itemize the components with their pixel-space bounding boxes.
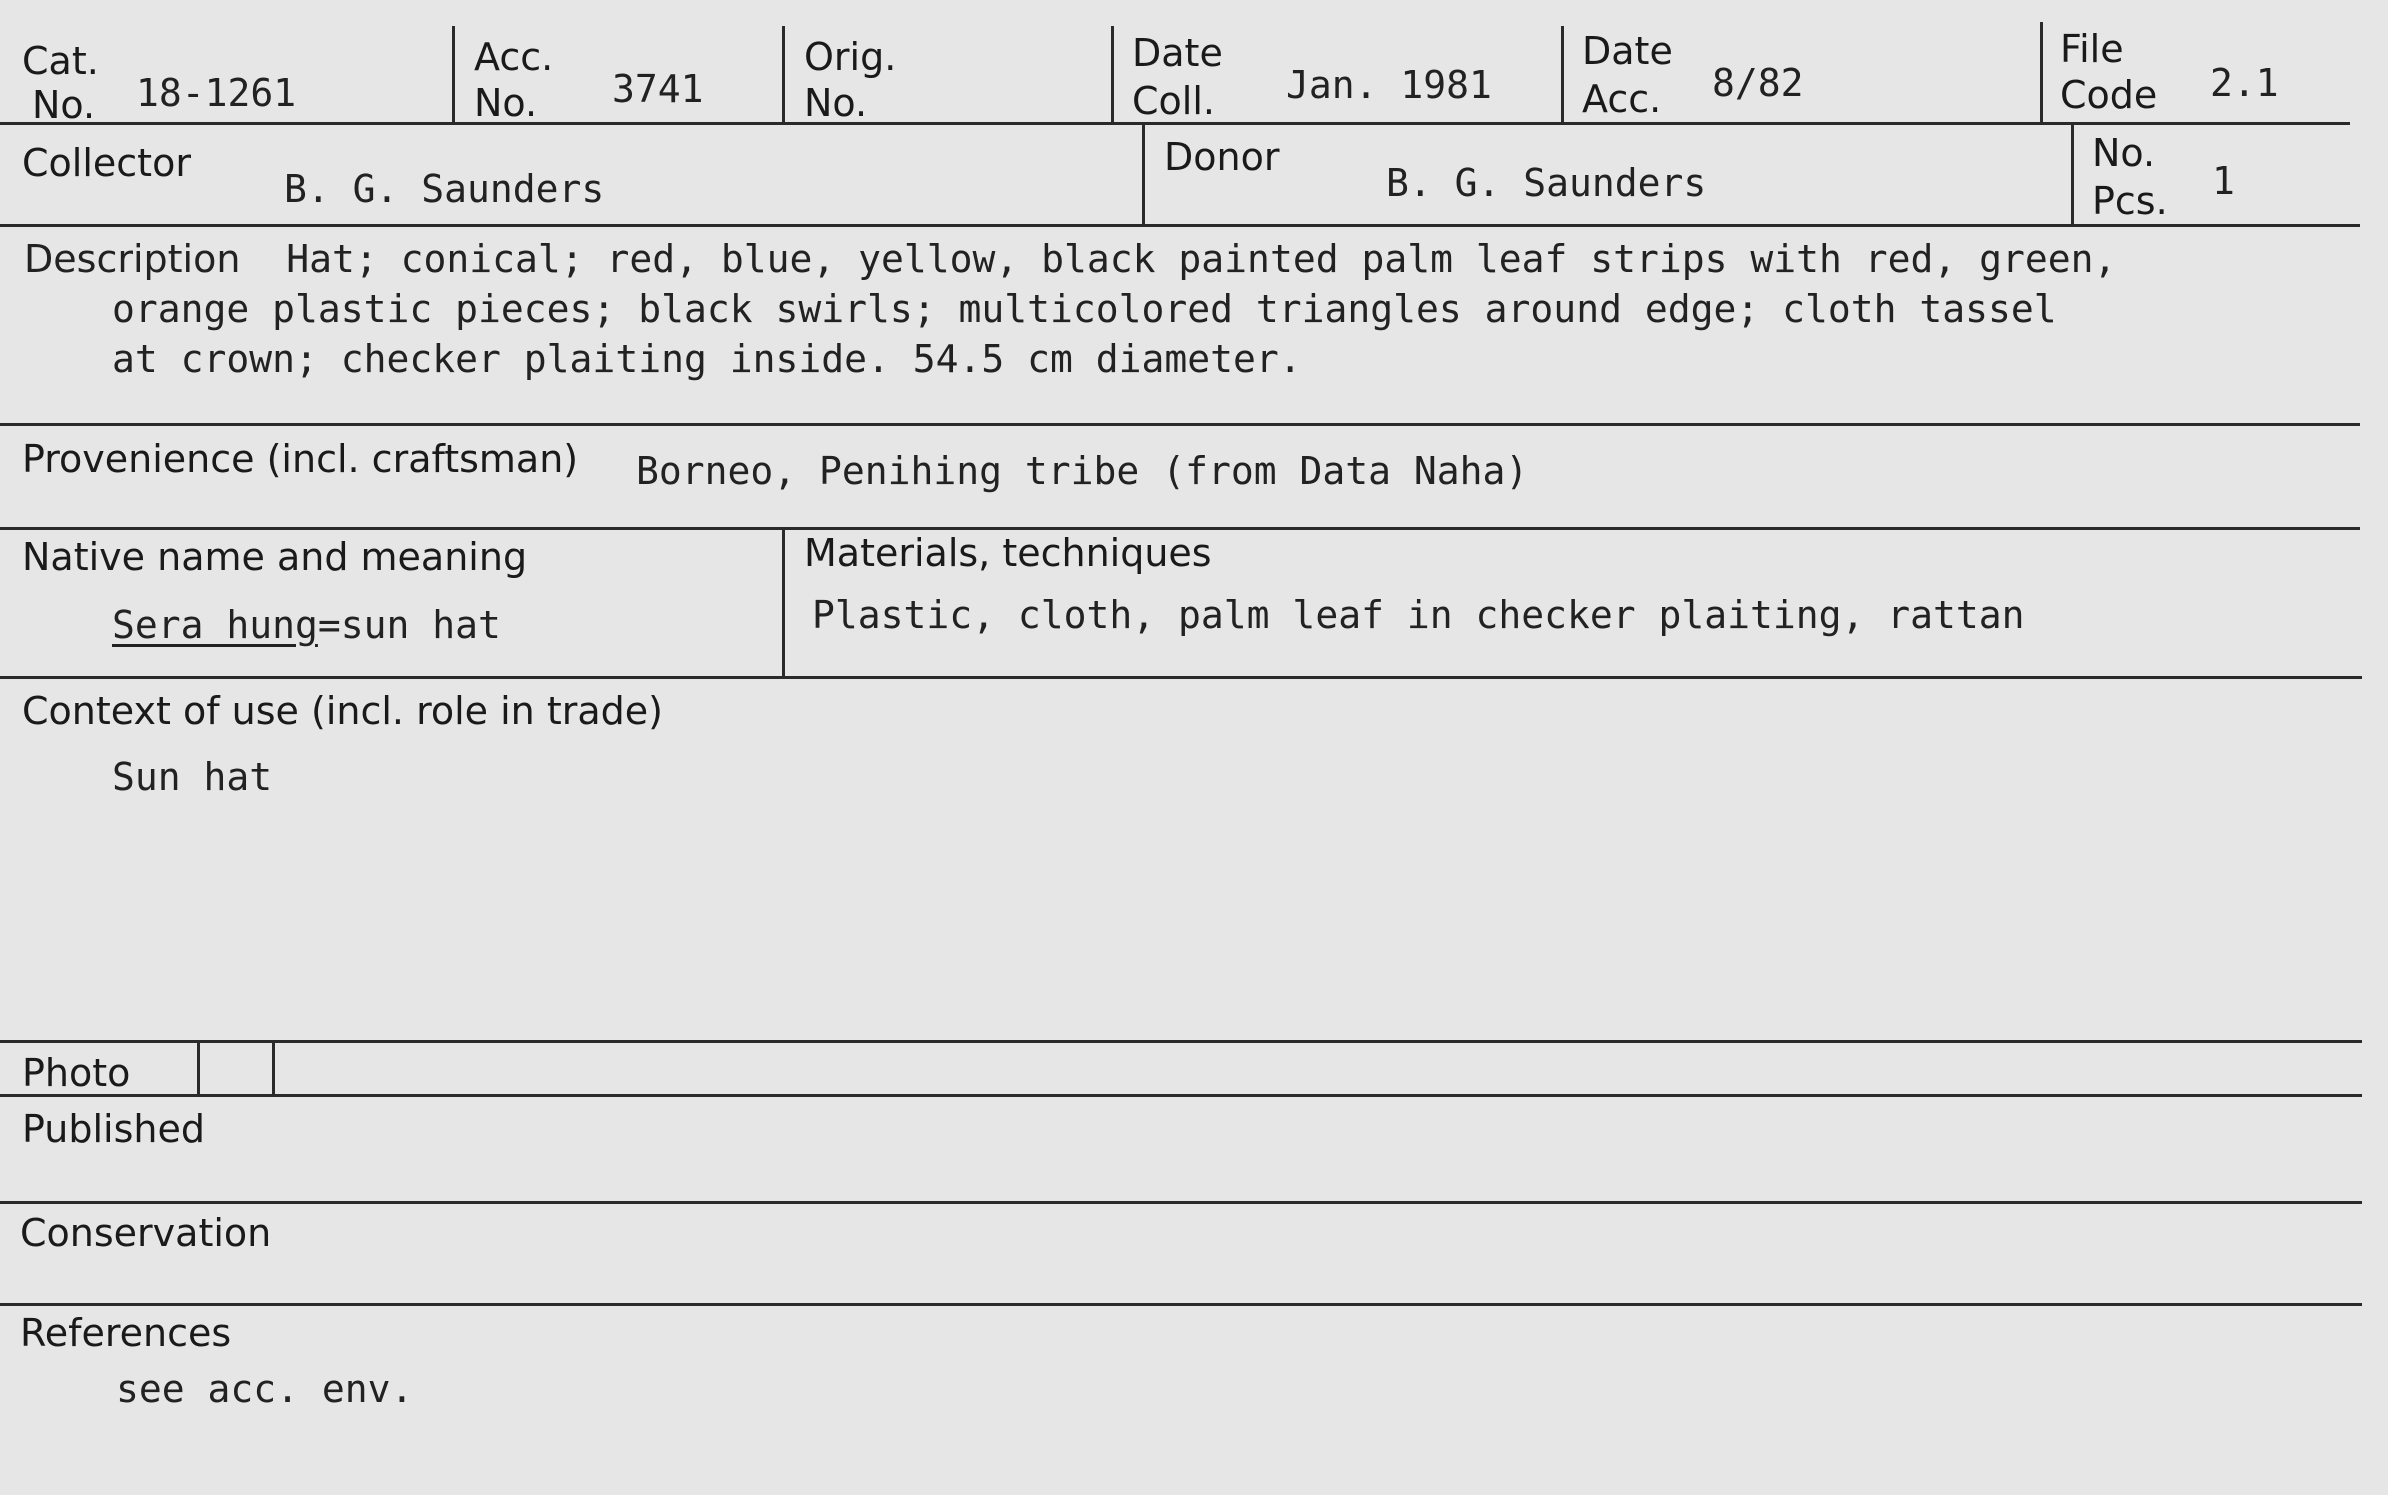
rule-v-cat	[452, 26, 455, 124]
collector-label: Collector	[22, 141, 191, 185]
references-value: see acc. env.	[116, 1367, 414, 1411]
collector-value: B. G. Saunders	[284, 167, 605, 211]
provenience-value: Borneo, Penihing tribe (from Data Naha)	[636, 449, 1529, 493]
orig-no-label: Orig.	[804, 35, 897, 79]
donor-value: B. G. Saunders	[1386, 161, 1707, 205]
rule-v-pcs	[2071, 124, 2074, 226]
rule-v-dateacc	[2040, 22, 2043, 124]
provenience-label: Provenience (incl. craftsman)	[22, 437, 579, 481]
rule-photo-bottom	[0, 1094, 2362, 1097]
references-label: References	[20, 1311, 232, 1355]
file-code-label-2: Code	[2060, 73, 2158, 117]
cat-no-label: Cat.	[22, 39, 99, 83]
rule-v-materials	[782, 528, 785, 678]
description-label: Description	[24, 237, 241, 281]
rule-v-photo-2	[272, 1042, 275, 1096]
cat-no-label-2: No.	[32, 83, 96, 127]
rule-collector-bottom	[0, 224, 2360, 227]
rule-v-donor	[1142, 124, 1145, 226]
date-acc-value: 8/82	[1712, 61, 1804, 105]
file-code-value: 2.1	[2210, 61, 2279, 105]
native-name-label: Native name and meaning	[22, 535, 528, 579]
pieces-value: 1	[2212, 159, 2235, 203]
cat-no-value: 18-1261	[136, 71, 297, 115]
rule-v-acc	[782, 26, 785, 124]
file-code-label: File	[2060, 27, 2124, 71]
date-acc-label: Date	[1582, 29, 1673, 73]
materials-label: Materials, techniques	[804, 531, 1212, 575]
native-name-value	[112, 602, 501, 648]
acc-no-label: Acc.	[474, 35, 554, 79]
context-label: Context of use (incl. role in trade)	[22, 689, 663, 733]
conservation-label: Conservation	[20, 1211, 272, 1255]
rule-v-orig	[1111, 26, 1114, 124]
description-line-2: orange plastic pieces; black swirls; multicolored triangles around edge; cloth tassel	[112, 287, 2057, 331]
published-label: Published	[22, 1107, 205, 1151]
date-acc-label-2: Acc.	[1582, 77, 1662, 121]
rule-conservation-bottom	[0, 1303, 2362, 1306]
rule-native-bottom	[0, 676, 2362, 679]
photo-label: Photo	[22, 1051, 131, 1095]
rule-description-bottom	[0, 423, 2360, 426]
pieces-label-2: Pcs.	[2092, 179, 2168, 223]
description-block	[24, 234, 2364, 384]
rule-context-bottom	[0, 1040, 2362, 1043]
rule-published-bottom	[0, 1201, 2362, 1204]
date-coll-label-2: Coll.	[1132, 79, 1215, 123]
rule-v-photo-1	[197, 1042, 200, 1096]
rule-v-datecoll	[1561, 26, 1564, 124]
native-name-term: Sera hung	[112, 603, 318, 647]
materials-value: Plastic, cloth, palm leaf in checker plaiting, rattan	[812, 593, 2025, 637]
date-coll-label: Date	[1132, 31, 1223, 75]
description-line-1	[24, 234, 2364, 284]
context-value: Sun hat	[112, 755, 273, 799]
acc-no-label-2: No.	[474, 81, 538, 125]
acc-no-value: 3741	[612, 67, 704, 111]
orig-no-label-2: No.	[804, 81, 868, 125]
date-coll-value: Jan. 1981	[1286, 63, 1492, 107]
description-text-1: Hat; conical; red, blue, yellow, black painted palm leaf strips with red, green,	[286, 237, 2117, 281]
donor-label: Donor	[1164, 135, 1280, 179]
pieces-label: No.	[2092, 131, 2156, 175]
description-line-3: at crown; checker plaiting inside. 54.5 cm diameter.	[112, 337, 1302, 381]
native-name-meaning: =sun hat	[317, 603, 501, 647]
